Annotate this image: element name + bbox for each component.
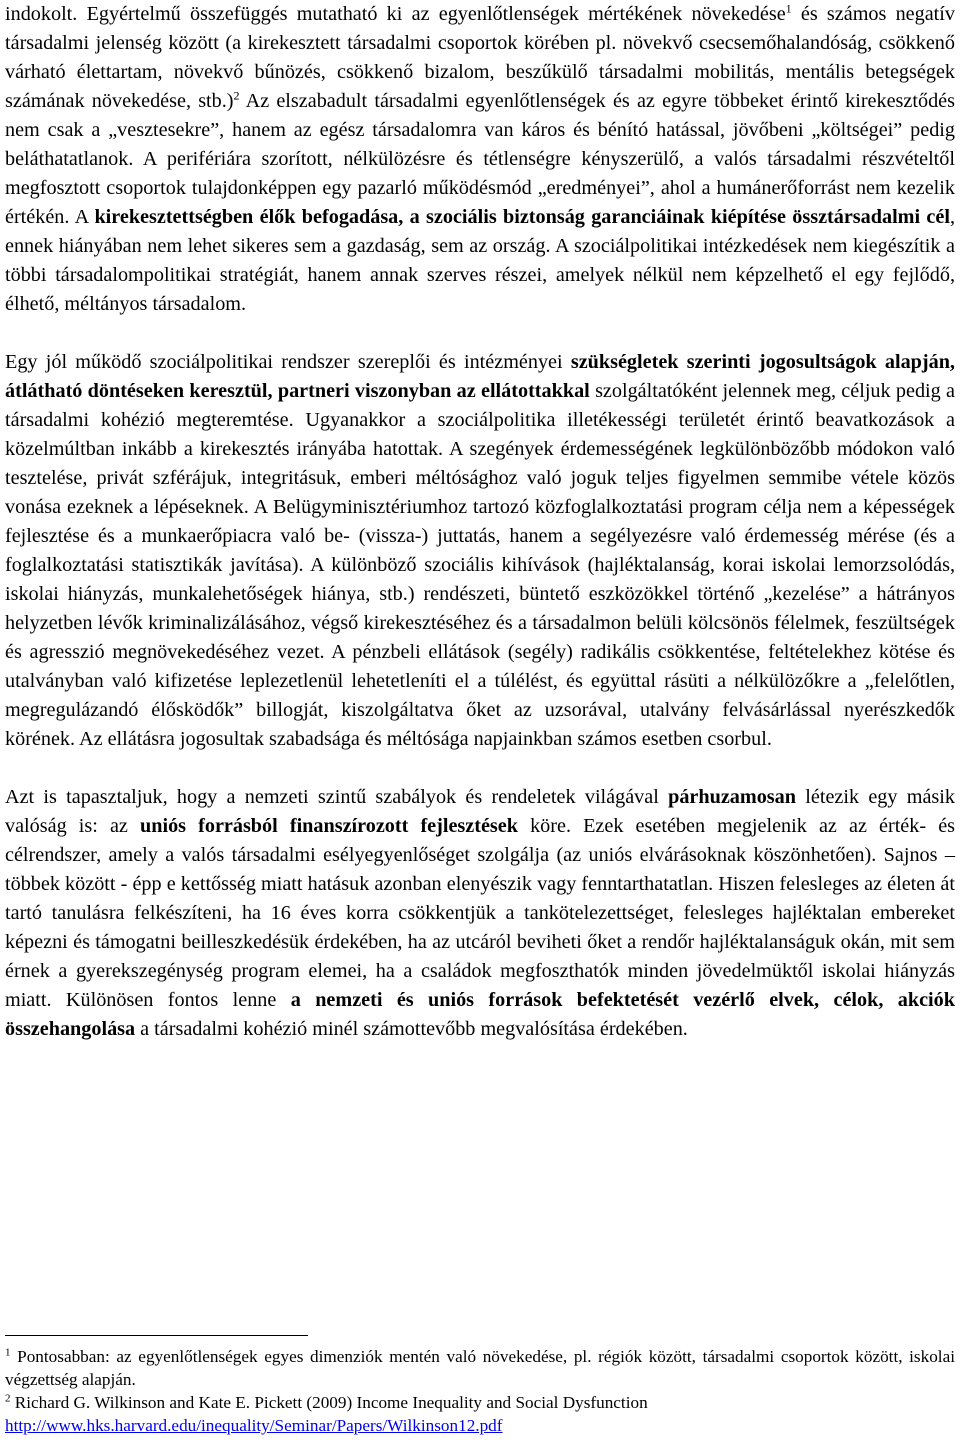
- footnote-2-link[interactable]: http://www.hks.harvard.edu/inequality/Seminar/Papers/Wilkinson12.pdf: [5, 1416, 503, 1435]
- footnote-2-number: 2: [5, 1392, 11, 1405]
- footnote-2-text: Richard G. Wilkinson and Kate E. Pickett (2009) Income Inequality and Social Dysfunction: [10, 1393, 648, 1412]
- paragraph-1-text-1: indokolt. Egyértelmű összefüggés mutatható ki az egyenlőtlenségek mértékének növekedése: [5, 3, 786, 25]
- paragraph-3-text-2: létezik egy másik valóság is: az: [5, 786, 955, 837]
- paragraph-3-text-3: köre. Ezek esetében megjelenik az az érték- és célrendszer, amely a valós társadalmi esélyegyenlőséget szolgálja (az uniós elvárásoknak köszönhetően). Sajnos – többek között - épp e kettősség miatt hatásuk azonban elenyészik vagy fenntarthatatlan. Hiszen felesleges az életen át tartó tanulásra felkészíteni, ha 16 éves korra csökkentjük a tankötelezettséget, felesleges hajléktalan embereket képezni és támogatni beilleszkedésük érdekében, ha az utcáról beviheti őket a rendőr hajléktalanságuk okán, mit sem érnek a gyerekszegénység program elemei, ha a családok megfoszthatók minden jövedelmüktől iskolai hiányzás miatt. Különösen fontos lenne: [5, 815, 956, 1011]
- paragraph-2: [5, 348, 955, 754]
- paragraph-1: [5, 0, 955, 319]
- paragraph-2-text-2: szolgáltatóként jelennek meg, céljuk pedig a társadalmi kohézió megteremtése. Ugyanakkor a szociálpolitika illetékességi területét érintő beavatkozások a közelmúltban inkább a kirekesztés irányába hatottak. A szegények érdemességének legkülönbözőbb módokon való tesztelése, privát szférájuk, integritásuk, emberi méltósághoz való joguk teljes figyelmen semmibe vétele közös vonása ezeknek a lépéseknek. A Belügyminisztériumhoz tartozó közfoglalkoztatási program célja nem a képességek fejlesztése és a munkaerőpiacra való be- (vissza-) juttatás, hanem a segélyezésre való érdemesség mérése (és a foglalkoztatási statisztikák javítása). A különböző szociális kihívások (hajléktalanság, korai iskolai lemorzsolódás, iskolai hiányzás, munkalehetőségek hiánya, stb.) rendészeti, büntető eszközökkel történő „kezelése” a hátrányos helyzetben lévők kriminalizálásához, végső kirekesztéséhez és a társadalmon belüli kölcsönös félelmek, feszültségek és agresszió megnövekedéséhez vezet. A pénzbeli ellátások (segély) radikális csökkentése, feltételekhez kötése és utalványban való kifizetése leplezetlenül lehetetleníti el a túlélést, és együttal rásüti a nélkülözőkre a „felelőtlen, megregulázandó élősködők” billogját, kiszolgáltatva őket az uzsorával, utalvány felvásárlással nyerészkedők körének. Az ellátásra jogosultak szabadsága és méltósága napjainkban számos esetben csorbul.: [5, 380, 955, 750]
- footnote-1-number: 1: [5, 1346, 11, 1359]
- paragraph-1-bold-1: kirekesztettségben élők befogadása, a szociális biztonság garanciáinak kiépítése össztársadalmi cél: [94, 206, 950, 228]
- footnotes: [5, 1345, 955, 1437]
- paragraph-2-bold-1: szükségletek szerinti jogosultságok alapján, átlátható döntéseken keresztül, partneri viszonyban az ellátottakkal: [5, 351, 955, 402]
- paragraph-3-text-1: Azt is tapasztaljuk, hogy a nemzeti szintű szabályok és rendeletek világával: [5, 786, 669, 808]
- footnote-separator: [5, 1335, 308, 1336]
- paragraph-3-text-4: a társadalmi kohézió minél számottevőbb megvalósítása érdekében.: [135, 1018, 688, 1040]
- footnote-ref-2[interactable]: 2: [233, 88, 240, 103]
- paragraph-1-text-4: , ennek hiányában nem lehet sikeres sem a gazdaság, sem az ország. A szociálpolitikai intézkedések nem kiegészítik a többi társadalompolitikai stratégiát, hanem annak szerves részei, amelyek nélkül nem képzelhető el egy fejlődő, élhető, méltányos társadalom.: [5, 206, 956, 315]
- footnote-ref-1[interactable]: 1: [785, 1, 792, 16]
- paragraph-1-text-3: Az elszabadult társadalmi egyenlőtlenségek és az egyre többeket érintő kirekesztődés nem csak a „vesztesekre”, hanem az egész társadalomra van káros és bénító hatással, jövőbeni „költségei” pedig beláthatatlanok. A perifériára szorított, nélkülözésre és tétlenségre kényszerülő, a valós társadalmi részvételtől megfosztott csoportok tulajdonképpen egy pazarló működésmód „eredményei”, ahol a humánerőforrást nem kezelik értékén. A: [5, 90, 955, 228]
- paragraph-1-text-2: és számos negatív társadalmi jelenség között (a kirekesztett társadalmi csoportok körében pl. növekvő csecsemőhalandóság, csökkenő várható élettartam, növekvő bűnözés, csökkenő bizalom, beszűkülő társadalmi mobilitás, mentális betegségek számának növekedése, stb.): [5, 3, 955, 112]
- paragraph-2-text-1: Egy jól működő szociálpolitikai rendszer szereplői és intézményei: [5, 351, 571, 373]
- footnote-2: [5, 1391, 955, 1437]
- paragraph-3-bold-1: párhuzamosan: [668, 786, 796, 808]
- paragraph-3-bold-2: uniós forrásból finanszírozott fejlesztések: [140, 815, 518, 837]
- paragraph-3: [5, 783, 955, 1044]
- footnote-1: [5, 1345, 955, 1391]
- paragraph-3-bold-3: a nemzeti és uniós források befektetését vezérlő elvek, célok, akciók összehangolása: [5, 989, 955, 1040]
- document-body: [5, 0, 955, 1044]
- footnote-1-text: Pontosabban: az egyenlőtlenségek egyes dimenziók mentén való növekedése, pl. régiók között, társadalmi csoportok között, iskolai végzettség alapján.: [5, 1347, 955, 1389]
